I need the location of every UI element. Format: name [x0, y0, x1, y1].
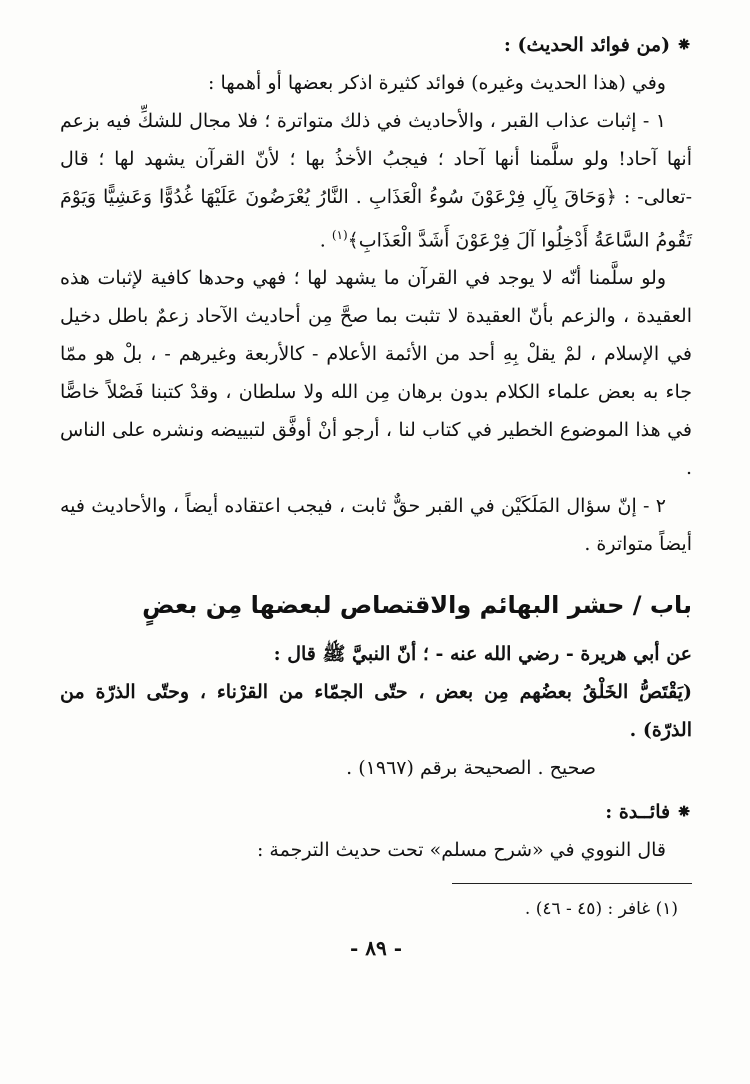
footnote: (١) غافر : (٤٥ - ٤٦) .	[524, 899, 678, 920]
hadith-grade: صحيح . الصحيحة برقم (١٩٦٧) .	[346, 757, 596, 780]
intro-paragraph: وفي (هذا الحديث وغيره) فوائد كثيرة اذكر بعضها أو أهمها :	[208, 72, 666, 94]
point-one-text: ١ - إثبات عذاب القبر ، والأحاديث في ذلك متواترة ؛ فلا مجال للشكِّ فيه بزعم أنها آحاد! ولو سلَّمنا أنها آحاد ؛ فيجبُ الأخذُ بها ؛ لأنّ القرآن يشهد لها ؛ قال -تعالى- : ﴿وَحَاقَ بِآلِ فِرْعَوْنَ سُوءُ الْعَذَابِ . النَّارُ يُعْرَضُونَ عَلَيْهَا غُدُوًّا وَعَشِيًّا وَيَوْمَ تَقُومُ السَّاعَةُ أَدْخِلُوا آلَ فِرْعَوْنَ أَشَدَّ الْعَذَابِ﴾	[60, 110, 692, 252]
benefit-text: قال النووي في «شرح مسلم» تحت حديث الترجمة :	[256, 839, 666, 862]
benefit-title: فائــدة :	[605, 801, 671, 824]
point-one-end: .	[319, 229, 326, 252]
second-paragraph: ولو سلَّمنا أنّه لا يوجد في القرآن ما يشهد لها ؛ فهي وحدها كافية لإثبات هذه العقيدة ، والزعم بأنّ العقيدة لا تثبت بما صحَّ مِن أحاديث الآحاد زعمٌ باطل دخيل في الإسلام ، لمْ يقلْ بِهِ أحد من الأئمة الأعلام - كالأربعة وغيرهم - ، بلْ هو ممّا جاء به بعض علماء الكلام بدون برهان مِن الله ولا سلطان ، وقدْ كتبنا فَصْلاً خاصًّا في هذا الموضوع الخطير في كتاب لنا ، أرجو أنْ أوفَّق لتبييضه ونشره على الناس .	[60, 267, 692, 480]
footnote-divider	[452, 883, 692, 884]
benefit-heading	[60, 793, 692, 831]
hadith-text: (يَقْتَصُّ الخَلْقُ بعضُهم مِن بعض ، حتّى الجمّاء من القرْناء ، وحتّى الذرّة من الذرّة) .	[60, 681, 692, 742]
star-icon: ⁕	[676, 801, 692, 824]
book-page	[60, 26, 692, 1066]
footnote-marker: (١)	[331, 228, 348, 242]
star-icon: ⁕	[676, 34, 692, 56]
chapter-title: باب / حشر البهائم والاقتصاص لبعضها مِن بعضٍ	[142, 591, 692, 620]
page-number: - ٨٩ -	[349, 936, 402, 961]
section-title: (من فوائد الحديث) :	[503, 34, 671, 56]
point-two-paragraph: ٢ - إنّ سؤال المَلَكَيْن في القبر حقٌّ ثابت ، فيجب اعتقاده أيضاً ، والأحاديث فيه أيضاً متواترة .	[60, 495, 692, 556]
point-one-paragraph	[60, 102, 692, 259]
section-heading	[60, 26, 692, 64]
hadith-isnad: عن أبي هريرة - رضي الله عنه - ؛ أنّ النبيَّ ﷺ قال :	[273, 643, 692, 666]
